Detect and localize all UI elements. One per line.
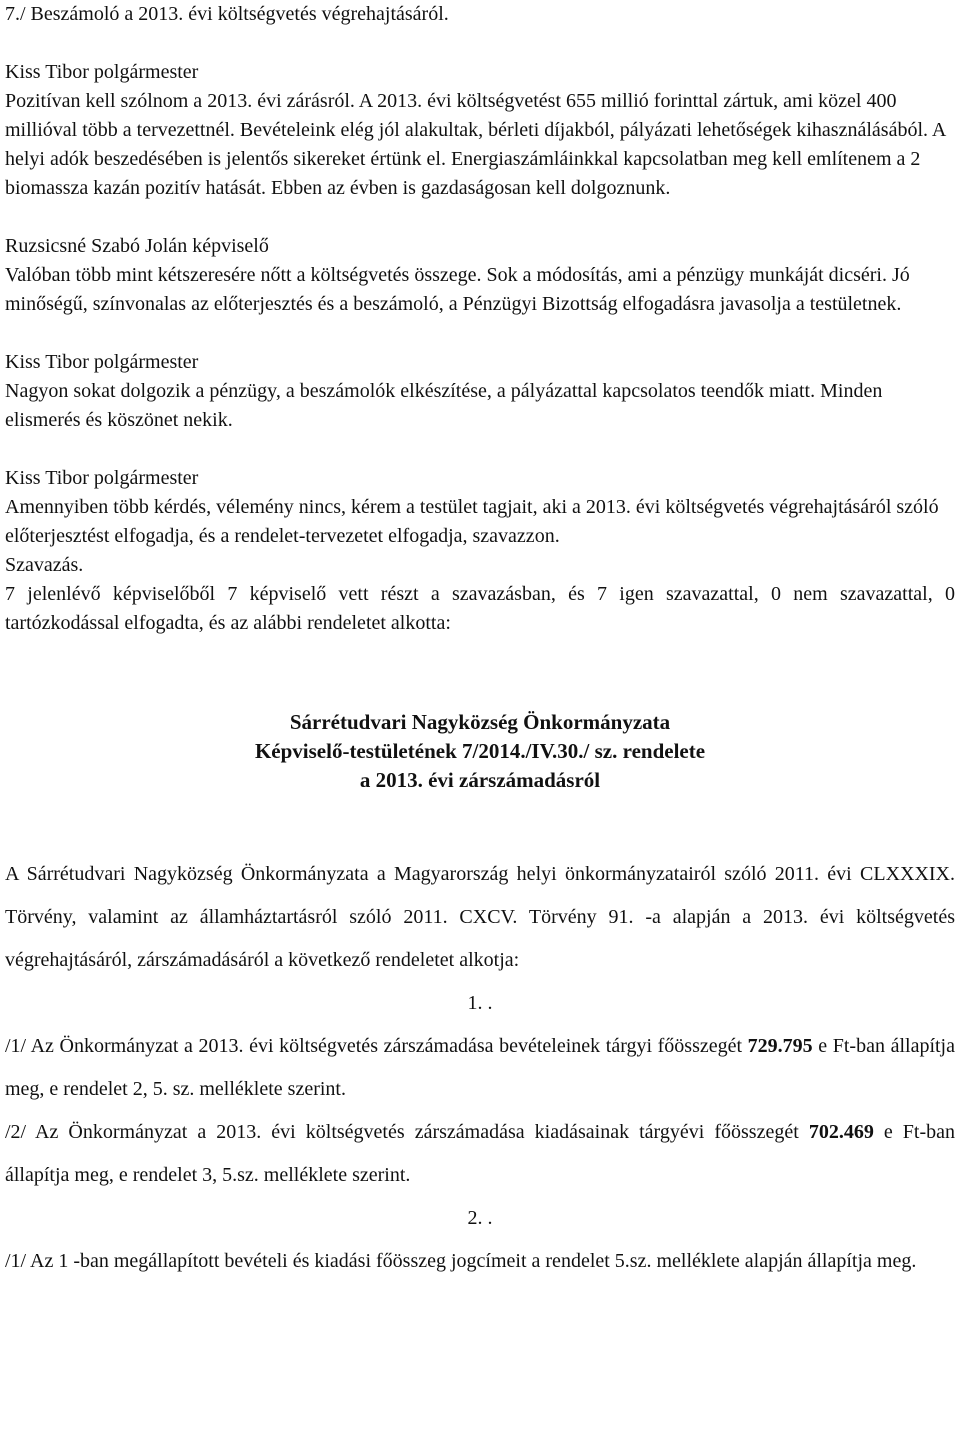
paragraph-text: /1/ Az Önkormányzat a 2013. évi költségvetés zárszámadása bevételeinek tárgyi főösszegét [5,1035,748,1057]
minutes-entry [5,464,955,551]
spacer [5,319,955,348]
document-page [5,0,955,1283]
decree-title [5,708,955,795]
speaker-name: Kiss Tibor polgármester [5,61,199,83]
section-number: 1. . [467,992,493,1014]
vote-label: Szavazás. [5,554,84,576]
decree-title-line: Képviselő-testületének 7/2014./IV.30./ sz. rendelete [254,739,706,763]
vote-result: 7 jelenlévő képviselőből 7 képviselő vett részt a szavazásban, és 7 igen szavazattal, 0 nem szavazattal, 0 tartózkodással elfogadta, és az alábbi rendeletet alkotta: [5,583,955,634]
section-paragraph [5,1240,955,1283]
agenda-heading: 7./ Beszámoló a 2013. évi költségvetés végrehajtásáról. [5,3,449,25]
paragraph-text: /1/ Az 1 -ban megállapított bevételi és kiadási főösszeg jogcímeit a rendelet 5.sz. melléklete alapján állapítja meg. [5,1250,917,1272]
speech-text: Amennyiben több kérdés, vélemény nincs, kérem a testület tagjait, aki a 2013. évi költségvetés végrehajtásáról szóló előterjesztést elfogadja, és a rendelet-tervezetet elfogadja, szavazzon. [5,496,939,547]
speech-text: Pozitívan kell szólnom a 2013. évi zárásról. A 2013. évi költségvetést 655 millió forinttal zártuk, ami közel 400 millióval több a tervezettnél. Bevételeink elég jól alakultak, bérleti díjakból, pályázati lehetőségek kihasználásából. A helyi adók beszedésében is jelentős sikereket értünk el. Energiaszámláinkkal kapcsolatban meg kell említenem a 2 biomassza kazán pozitív hatását. Ebben az évben is gazdaságosan kell dolgoznunk. [5,90,946,199]
paragraph-text: e Ft-ban állapítja meg, e rendelet 2, 5. sz. melléklete szerint. [5,1035,955,1100]
section-paragraph [5,1111,955,1197]
paragraph-text: /2/ Az Önkormányzat a 2013. évi költségvetés zárszámadása kiadásainak tárgyévi főösszegét [5,1121,809,1143]
decree-title-line: a 2013. évi zárszámadásról [359,768,601,792]
paragraph-text: e Ft-ban állapítja meg, e rendelet 3, 5.sz. melléklete szerint. [5,1121,956,1186]
amount-value: 702.469 [808,1121,874,1143]
spacer [5,435,955,464]
speaker-name: Ruzsicsné Szabó Jolán képviselő [5,235,269,257]
decree-title-line: Sárrétudvari Nagyközség Önkormányzata [289,710,671,734]
speech-text: Nagyon sokat dolgozik a pénzügy, a beszámolók elkészítése, a pályázattal kapcsolatos teendők miatt. Minden elismerés és köszönet nekik. [5,380,883,431]
section-number: 2. . [467,1207,493,1229]
speaker-name: Kiss Tibor polgármester [5,467,199,489]
minutes-entry [5,348,955,435]
spacer [5,203,955,232]
section-paragraph [5,1025,955,1111]
spacer [5,638,955,708]
minutes-entry [5,232,955,319]
amount-value: 729.795 [747,1035,813,1057]
section [5,982,955,1197]
section [5,1197,955,1283]
spacer [5,795,955,853]
decree-preamble: A Sárrétudvari Nagyközség Önkormányzata a Magyarország helyi önkormányzatairól szóló 2011. évi CLXXXIX. Törvény, valamint az államháztartásról szóló 2011. CXCV. Törvény 91. -a alapján a 2013. évi költségvetés végrehajtásáról, zárszámadásáról a következő rendeletet alkotja: [5,863,955,971]
minutes-entry [5,58,955,203]
speech-text: Valóban több mint kétszeresére nőtt a költségvetés összege. Sok a módosítás, ami a pénzügy munkáját dicséri. Jó minőségű, színvonalas az előterjesztés és a beszámoló, a Pénzügyi Bizottság elfogadásra javasolja a testületnek. [5,264,910,315]
speaker-name: Kiss Tibor polgármester [5,351,199,373]
spacer [5,29,955,58]
